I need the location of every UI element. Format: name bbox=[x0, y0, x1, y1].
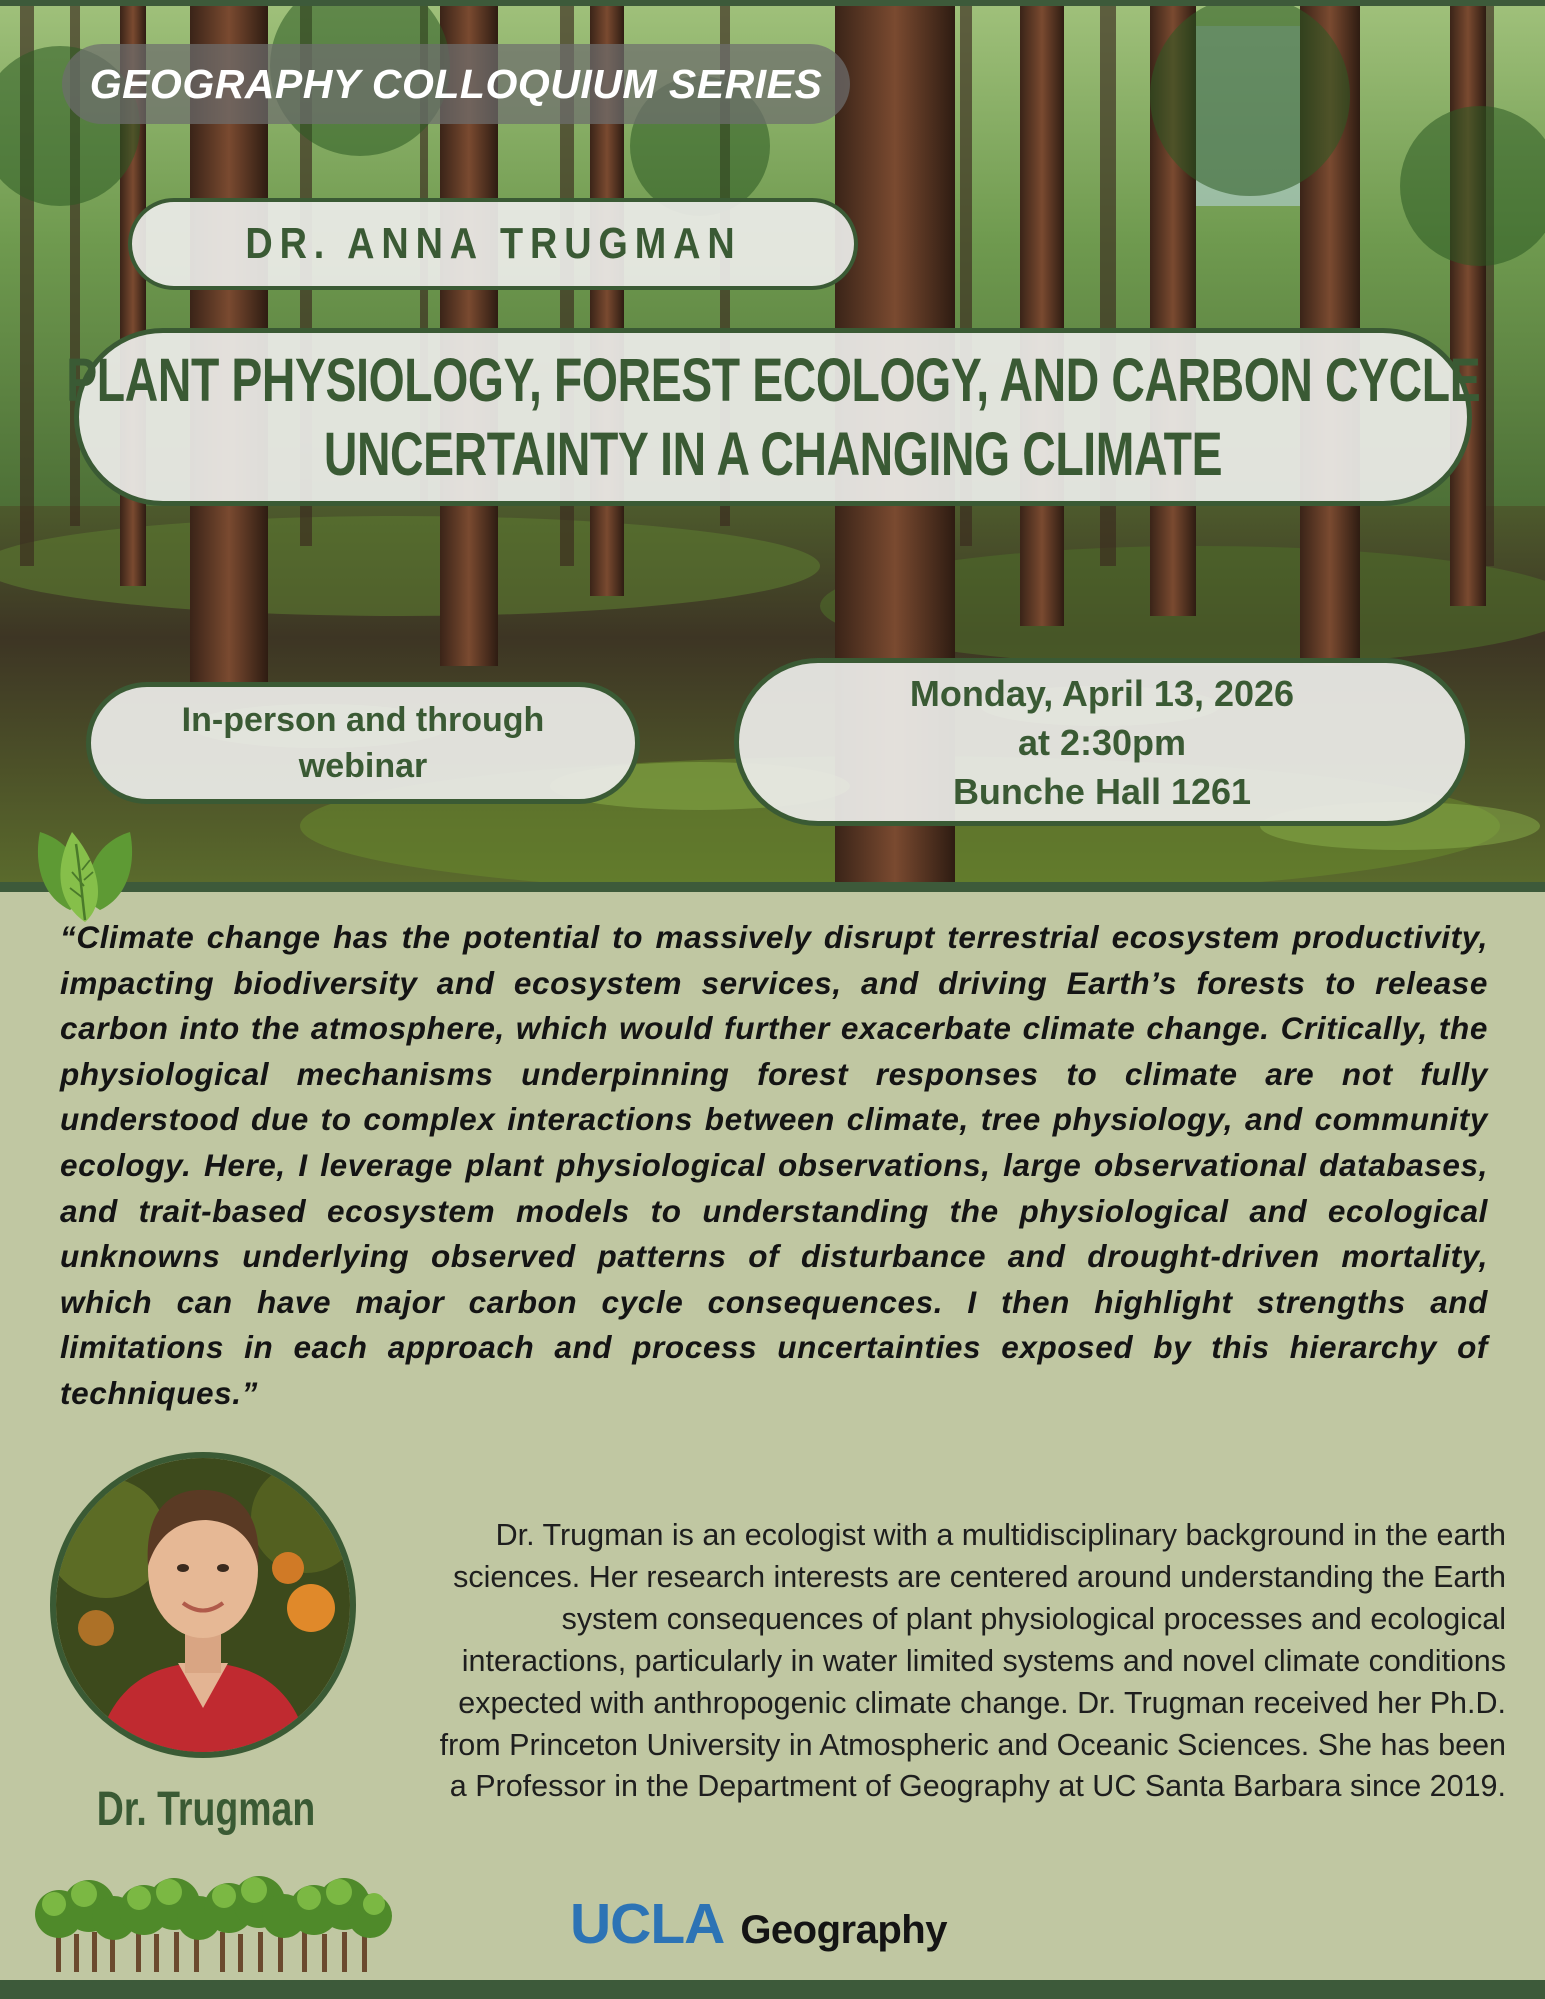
hero-divider bbox=[0, 882, 1545, 892]
event-format-line-2: webinar bbox=[298, 747, 428, 785]
logo-geography-wordmark: Geography bbox=[740, 1908, 947, 1952]
ucla-geography-logo bbox=[570, 1891, 947, 1957]
event-date: Monday, April 13, 2026 bbox=[909, 672, 1295, 714]
portrait-caption: Dr. Trugman bbox=[96, 1783, 316, 1836]
speaker-bio: Dr. Trugman is an ecologist with a multidisciplinary background in the earth sciences. Her research interests are centered around understanding the Earth system consequences of plant physiological processes and ecological interactions, particularly in water limited systems and novel climate conditions expected with anthropogenic climate change. Dr. Trugman received her Ph.D. from Princeton University in Atmospheric and Oceanic Sciences. She has been a Professor in the Department of Geography at UC Santa Barbara since 2019. bbox=[439, 1518, 1506, 1804]
event-details-badge bbox=[734, 658, 1470, 826]
talk-title-line-1: PLANT PHYSIOLOGY, FOREST ECOLOGY, AND CARBON CYCLE bbox=[66, 346, 1480, 414]
abstract-quote: “Climate change has the potential to massively disrupt terrestrial ecosystem productivity, impacting biodiversity and ecosystem services, and driving Earth’s forests to release carbon into the atmosphere, which would further exacerbate climate change. Critically, the physiological mechanisms underpinning forest responses to climate are not fully understood due to complex interactions between climate, tree physiology, and community ecology. Here, I leverage plant physiological observations, large observational databases, and trait-based ecosystem models to understanding the physiological and ecological unknowns underlying observed patterns of disturbance and drought-driven mortality, which can have major carbon cycle consequences. I then highlight strengths and limitations in each approach and process uncertainties exposed by this hierarchy of techniques.” bbox=[60, 919, 1488, 1411]
leaf-icon bbox=[32, 826, 138, 922]
bottom-border bbox=[0, 1980, 1545, 1999]
trees-icon bbox=[34, 1874, 394, 1974]
event-location: Bunche Hall 1261 bbox=[952, 770, 1252, 812]
series-label: GEOGRAPHY COLLOQUIUM SERIES bbox=[89, 60, 823, 107]
talk-title-line-2: UNCERTAINTY IN A CHANGING CLIMATE bbox=[323, 420, 1223, 488]
portrait-photo bbox=[50, 1452, 356, 1758]
logo-ucla-wordmark: UCLA bbox=[570, 1892, 725, 1956]
event-time: at 2:30pm bbox=[1017, 721, 1187, 763]
event-format-badge bbox=[86, 682, 640, 804]
talk-title-banner bbox=[66, 328, 1480, 506]
event-format-line-1: In-person and through bbox=[181, 701, 545, 739]
speaker-name: DR. ANNA TRUGMAN bbox=[244, 219, 742, 268]
series-badge bbox=[62, 44, 850, 124]
portrait-illustration bbox=[56, 1458, 350, 1752]
speaker-badge bbox=[128, 198, 858, 290]
